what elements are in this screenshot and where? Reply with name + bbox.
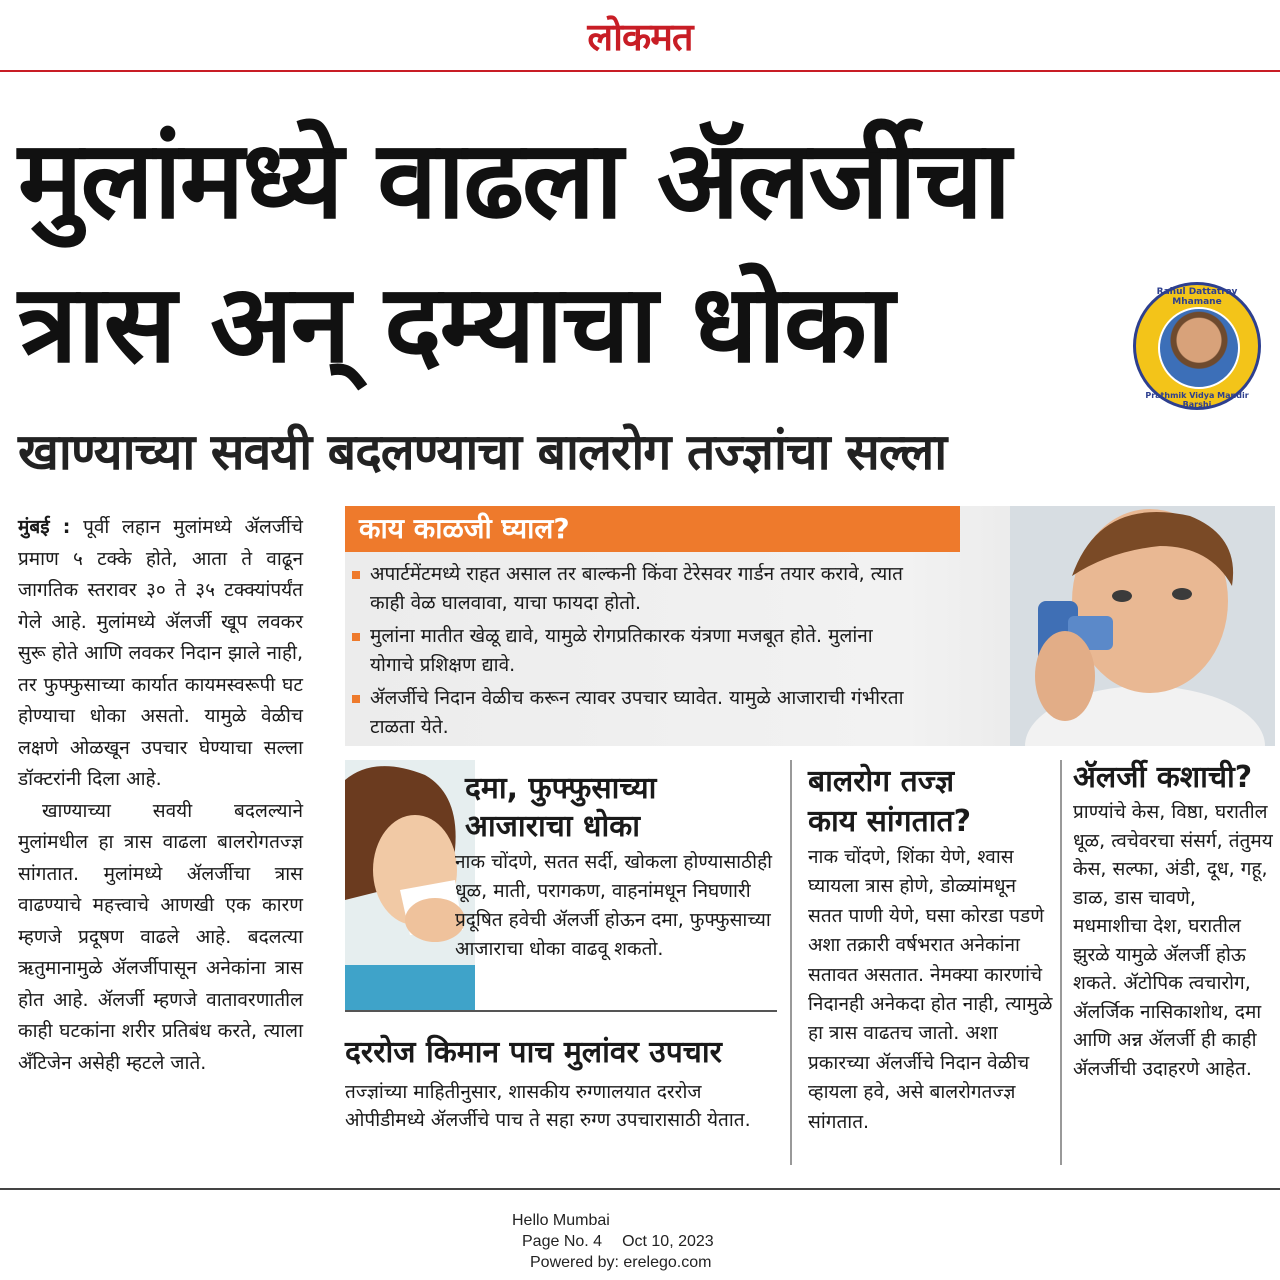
care-item: मुलांना मातीत खेळू द्यावे, यामुळे रोगप्रतिकारक यंत्रणा मजबूत होते. मुलांना योगाचे प्रशिक्षण द्यावे. [352,622,912,680]
footer-date: Oct 10, 2023 [622,1233,714,1250]
newspaper-masthead: लोकमत [587,14,693,59]
headline-line-2: त्रास अन् दम्याचा धोका [18,262,893,387]
asthma-section-body: नाक चोंदणे, सतत सर्दी, खोकला होण्यासाठीही धूळ, माती, परागकण, वाहनांमधून निघणारी प्रदूषित हवेची ॲलर्जी होऊन दमा, फुफ्फुसाच्या आजाराचा धोका वाढवू शकतो. [455,851,773,960]
headline-line-1: मुलांमध्ये वाढला ॲलर्जीचा [18,118,1010,243]
column-divider [1060,760,1062,1165]
article-paragraph-1 [18,512,303,796]
care-list [352,560,912,746]
pediatric-section-title: बालरोग तज्ज्ञ काय सांगतात? [808,764,971,839]
badge-name: Rahul Dattatray Mhamane [1156,287,1238,307]
subheadline: खाण्याच्या सवयी बदलण्याचा बालरोग तज्ज्ञांचा सल्ला [18,423,947,481]
boy-inhaler-photo [1010,506,1275,746]
badge-school: Prathmik Vidya Mandir Barshi [1145,391,1249,409]
pediatric-section-body: नाक चोंदणे, शिंका येणे, श्वास घ्यायला त्रास होणे, डोळ्यांमधून सतत पाणी येणे, घसा कोरडा पडणे अशा तक्रारी वर्षभरात अनेकांना सतावत असतात. नेमक्या कारणांचे निदानही अनेकदा होत नाही, त्यामुळे हा त्रास वाढतच जातो. अशा प्रकारच्या ॲलर्जीचे निदान वेळीच व्हायला हवे, असे बालरोगतज्ज्ञ सांगतात. [808,846,1053,1133]
asthma-section-title: दमा, फुफ्फुसाच्या आजाराचा धोका [465,771,657,844]
boy-illustration [1010,506,1275,746]
daily-treatment-body: तज्ज्ञांच्या माहितीनुसार, शासकीय रुग्णालयात दररोज ओपीडीमध्ये ॲलर्जीचे पाच ते सहा रुग्ण उपचारासाठी येतात. [345,1081,751,1131]
care-box-title: काय काळजी घ्याल? [345,506,960,552]
page-footer [430,1210,850,1273]
care-item: ॲलर्जीचे निदान वेळीच करून त्यावर उपचार घ्यावेत. यामुळे आजाराची गंभीरता टाळता येते. [352,684,912,742]
column-divider [790,760,792,1165]
bullet-icon [352,633,360,641]
dateline: मुंबई : [18,516,71,538]
footer-page: Page No. 4 [522,1233,603,1250]
author-badge [1133,282,1261,410]
bullet-icon [352,695,360,703]
section-divider [345,1010,777,1012]
allergy-sources-body: प्राण्यांचे केस, विष्ठा, घरातील धूळ, त्वचेवरचा संसर्ग, तंतुमय केस, सल्फा, अंडी, दूध, गहू, डाळ, डास चावणे, मधमाशीचा देश, घरातील झुरळे यामुळे ॲलर्जी होऊ शकते. ॲटोपिक त्वचारोग, ॲलर्जिक नासिकाशोथ, दमा आणि अन्न ॲलर्जी ही काही ॲलर्जीची उदाहरणे आहेत. [1073,801,1273,1080]
bullet-icon [352,571,360,579]
paragraph-1-text: पूर्वी लहान मुलांमध्ये ॲलर्जीचे प्रमाण ५ टक्के होते, आता ते वाढून जागतिक स्तरावर ३० ते ३५ टक्क्यांपर्यंत गेले आहे. मुलांमध्ये ॲलर्जी खूप लवकर सुरू होते आणि लवकर निदान झाले नाही, तर फुफ्फुसाच्या कार्यात कायमस्वरूपी घट होण्याचा धोका असतो. यामुळे वेळीच लक्षणे ओळखून उपचार घेण्याचा सल्ला डॉक्टरांनी दिला आहे. [18,516,303,790]
left-column-article [18,512,303,1079]
care-item: अपार्टमेंटमध्ये राहत असाल तर बाल्कनी किंवा टेरेसवर गार्डन तयार करावे, त्यात काही वेळ घालवावा, याचा फायदा होतो. [352,560,912,618]
badge-portrait [1158,307,1240,389]
allergy-sources-title: ॲलर्जी कशाची? [1073,760,1253,795]
footer-edition: Hello Mumbai [512,1212,610,1229]
daily-treatment-title: दररोज किमान पाच मुलांवर उपचार [345,1035,722,1070]
footer-powered-by: Powered by: erelego.com [530,1254,712,1271]
footer-page-info [430,1231,850,1252]
footer-rule [0,1188,1280,1190]
article-paragraph-2: खाण्याच्या सवयी बदलल्याने मुलांमधील हा त्रास वाढला बालरोगतज्ज्ञ सांगतात. मुलांमध्ये ॲलर्जीचा त्रास वाढण्याचे महत्त्वाचे आणखी एक कारण म्हणजे प्रदूषण वाढले आहे. बदलत्या ऋतुमानामुळे ॲलर्जीपासून अनेकांना त्रास होत आहे. ॲलर्जी म्हणजे वातावरणातील काही घटकांना शरीर प्रतिबंध करते, त्याला ॲंटिजेन असेही म्हटले जाते. [18,799,303,1074]
masthead-rule [0,70,1280,72]
